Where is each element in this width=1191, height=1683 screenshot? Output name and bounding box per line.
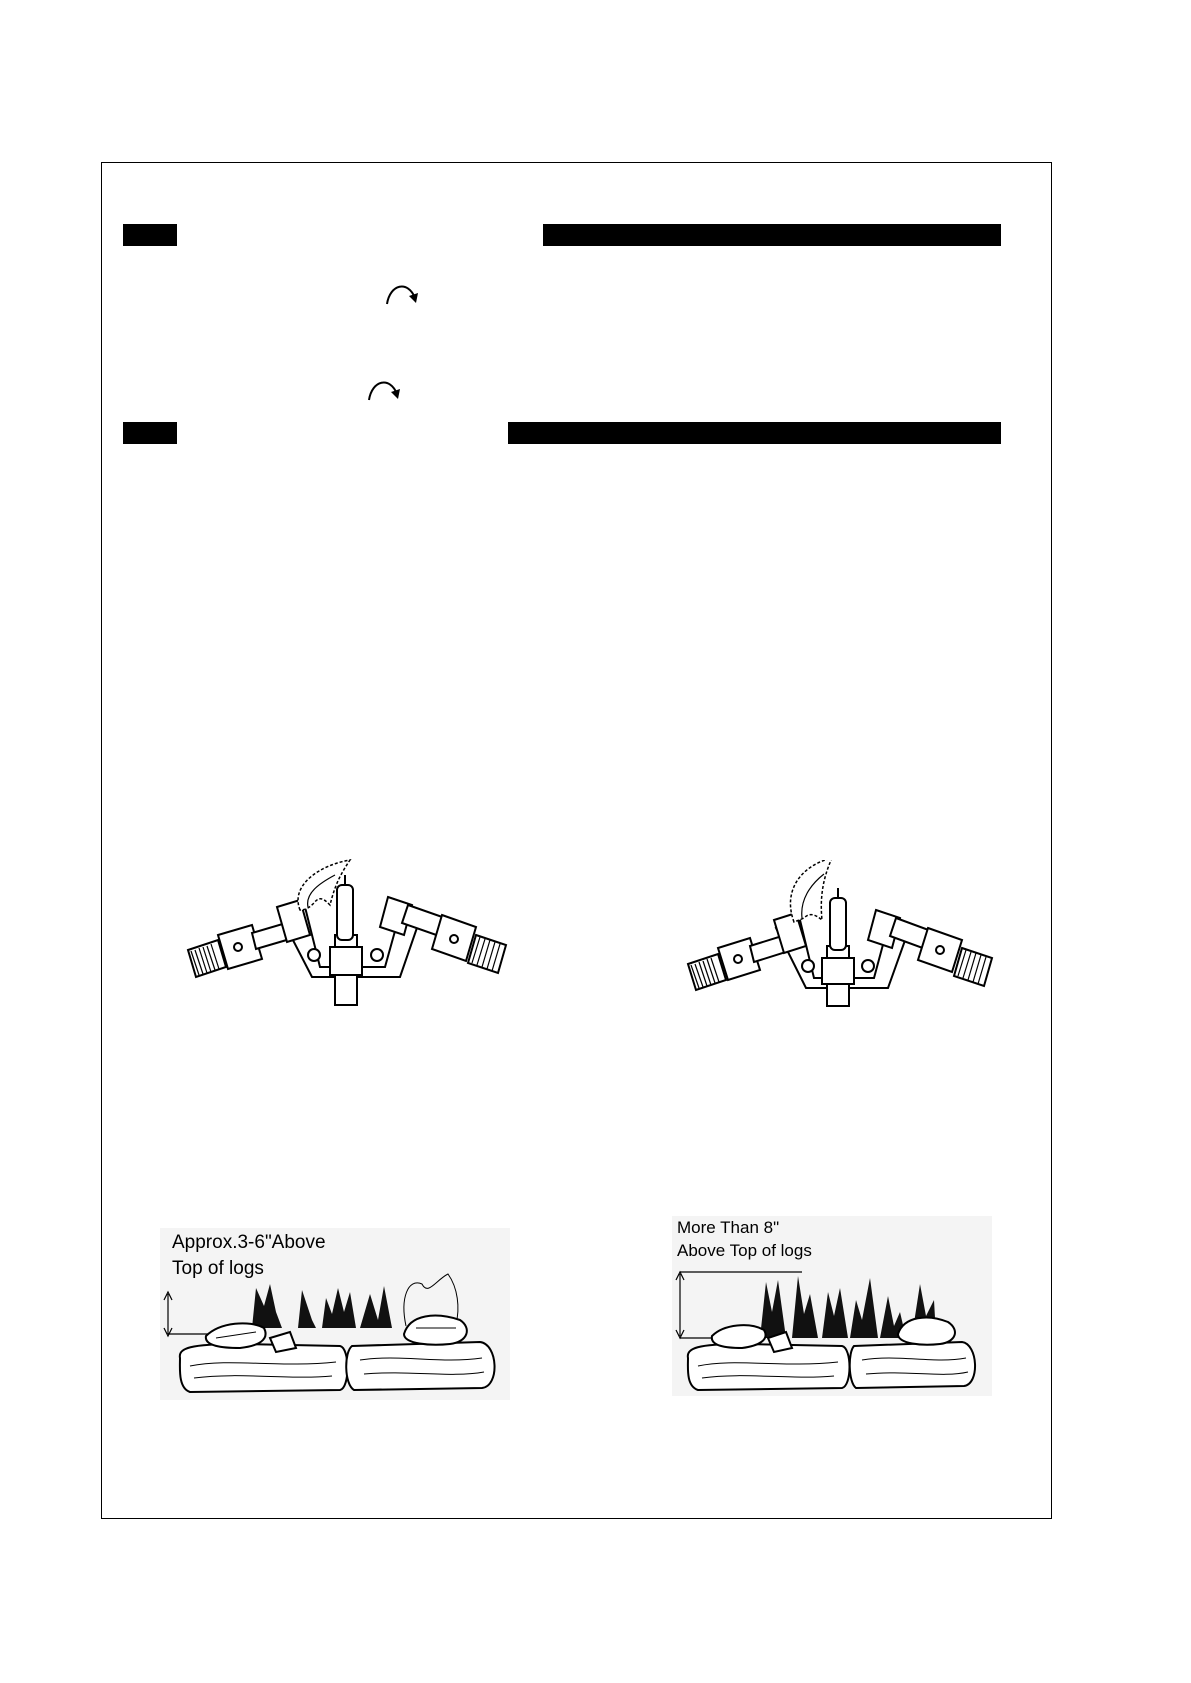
clockwise-arrow-icon xyxy=(366,374,404,402)
pilot-assembly-high-icon xyxy=(682,860,1002,1010)
normal-flame-label-line1: Approx.3-6"Above xyxy=(172,1232,326,1253)
section-header-tab-1 xyxy=(123,224,177,246)
high-flame-label-line2: Above Top of logs xyxy=(677,1241,812,1260)
high-flame-label-line1: More Than 8" xyxy=(677,1218,780,1237)
section-header-bar-2 xyxy=(508,422,1001,444)
section-header-bar-1 xyxy=(543,224,1001,246)
section-header-tab-2 xyxy=(123,422,177,444)
normal-flame-label-line2: Top of logs xyxy=(172,1258,264,1279)
pilot-assembly-normal-icon xyxy=(180,855,520,1015)
clockwise-arrow-icon xyxy=(384,278,422,306)
